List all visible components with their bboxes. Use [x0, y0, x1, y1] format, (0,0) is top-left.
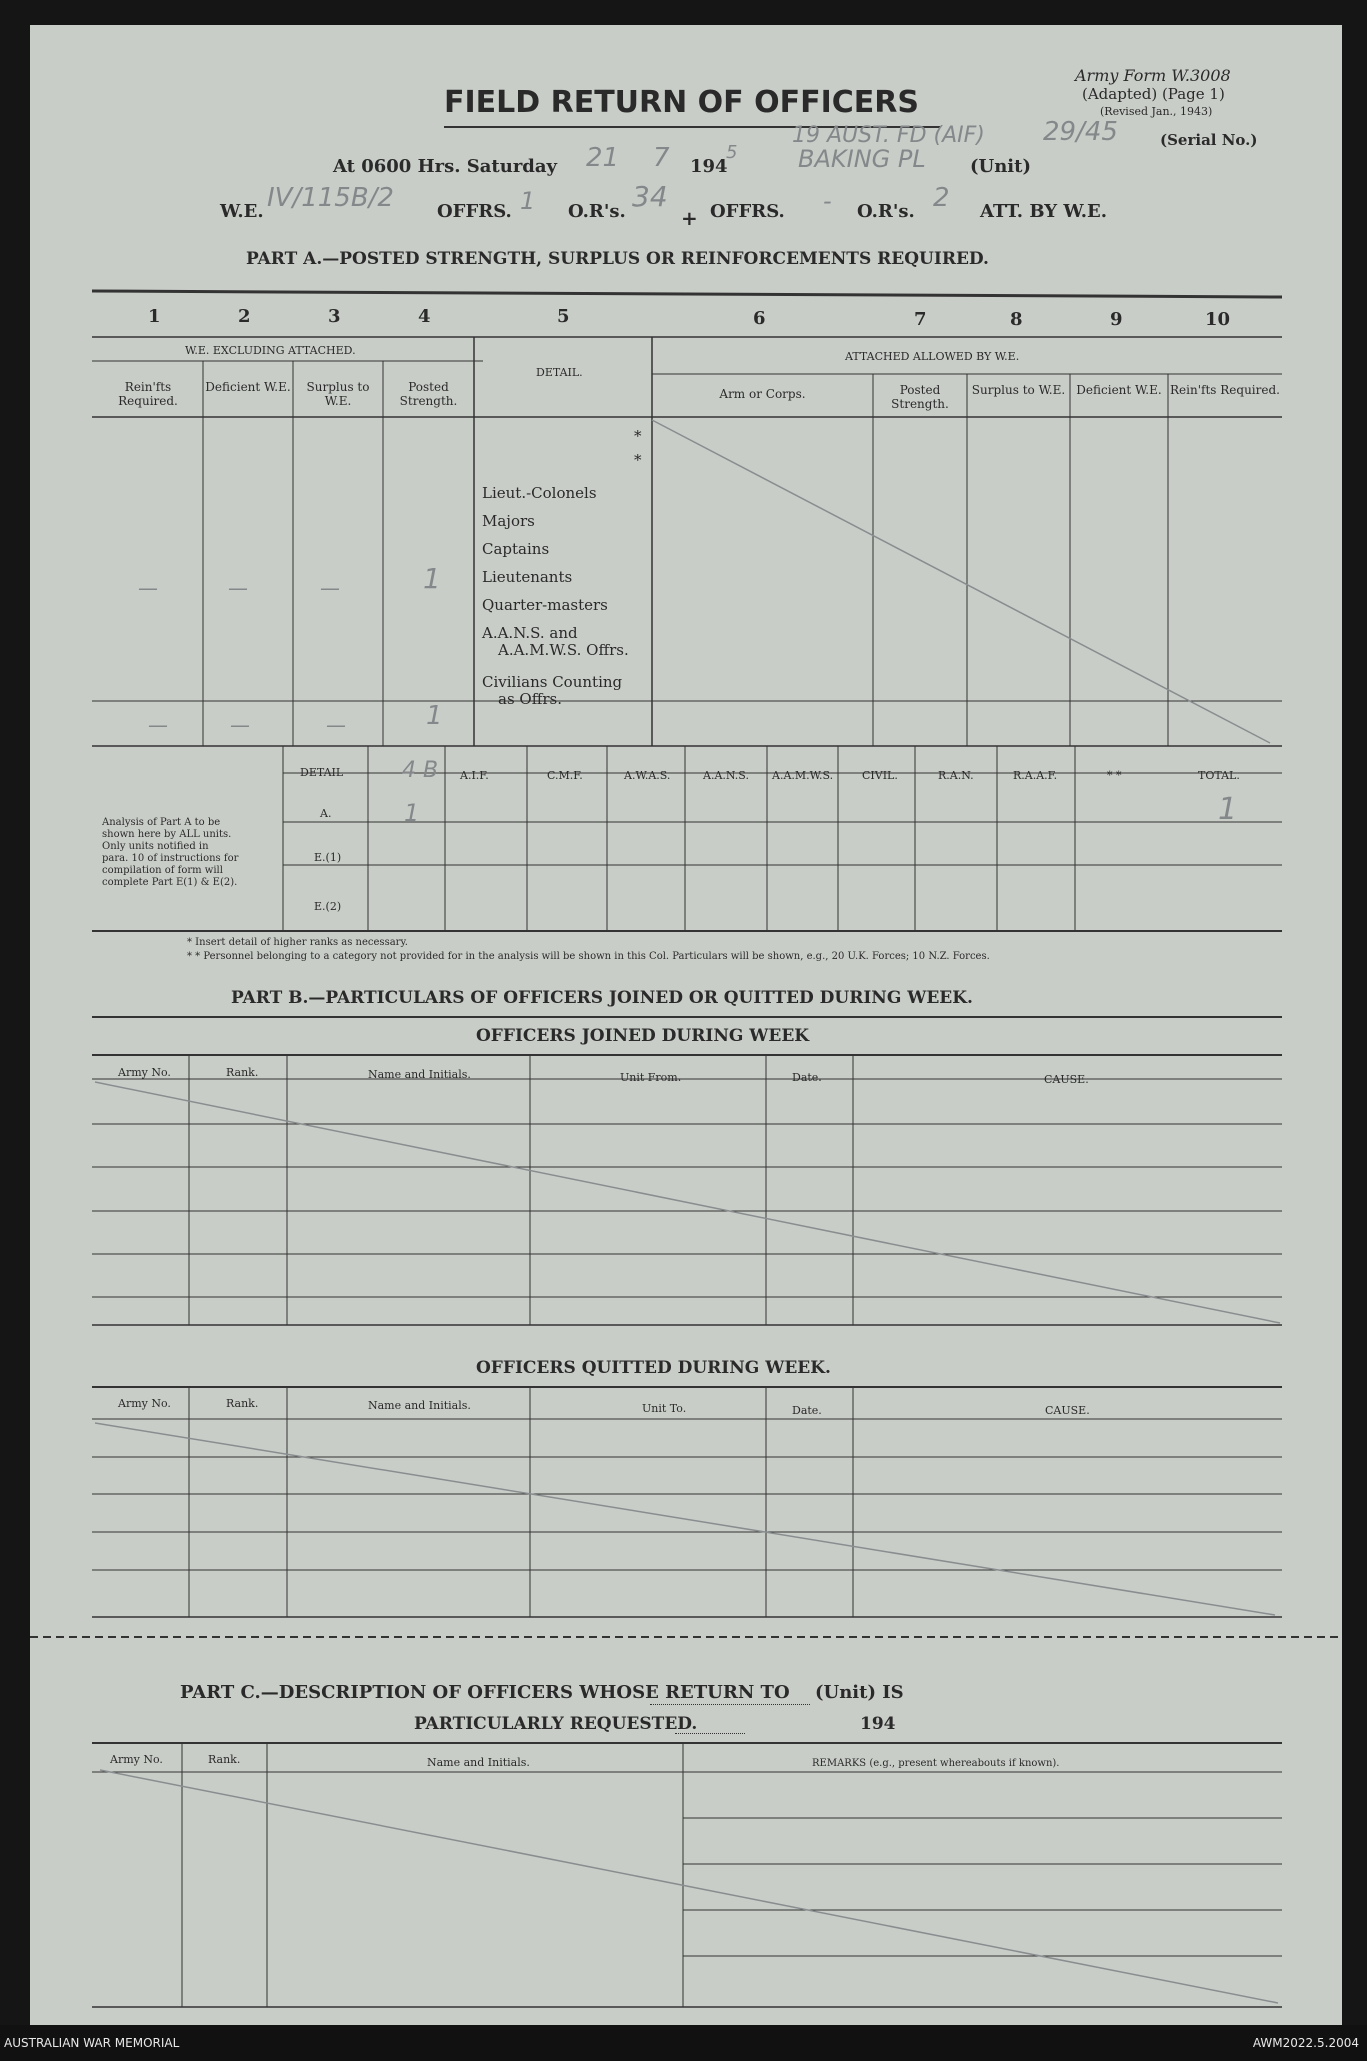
header-posted-strength-left: Posted Strength. [399, 380, 458, 409]
hw-dash-col3-row1: — [320, 576, 340, 600]
analysis-header-detail: DETAIL [300, 766, 344, 779]
header-surplus-right: Surplus to W.E. [971, 383, 1066, 397]
col-number-2: 2 [238, 306, 251, 327]
year-prefix: 194 [690, 156, 728, 177]
header-posted-strength-right: Posted Strength. [891, 383, 949, 412]
joined-header-rank: Rank. [226, 1066, 259, 1079]
footnote-1: * Insert detail of higher ranks as necessary. [187, 937, 408, 948]
col-number-7: 7 [914, 309, 927, 330]
part-b-title: PART B.—PARTICULARS OF OFFICERS JOINED OR QUITTED DURING WEEK. [231, 988, 973, 1008]
part-c-header-remarks: REMARKS (e.g., present whereabouts if known). [812, 1758, 1060, 1769]
rank-civilians: Civilians Counting [482, 673, 623, 691]
analysis-note-4: para. 10 of instructions for [102, 853, 239, 864]
footer-institution: AUSTRALIAN WAR MEMORIAL [4, 2036, 180, 2050]
analysis-header-raaf: R.A.A.F. [1013, 769, 1058, 782]
quitted-header-cause: CAUSE. [1045, 1404, 1090, 1417]
offrs-handwritten-1: 1 [520, 187, 536, 215]
plus-sign: + [681, 206, 698, 230]
quitted-header-unit-to: Unit To. [642, 1402, 687, 1415]
offrs-handwritten-2: - [823, 187, 832, 215]
rank-lieut-colonels: Lieut.-Colonels [482, 484, 597, 502]
rank-majors: Majors [482, 512, 535, 530]
hw-dash-col1-total: — [148, 713, 168, 737]
joined-header-name: Name and Initials. [368, 1068, 471, 1081]
analysis-note-2: shown here by ALL units. [102, 829, 232, 840]
serial-handwritten: 29/45 [1043, 117, 1118, 147]
joined-header-army-no: Army No. [118, 1066, 171, 1079]
ors-label-2: O.R's. [857, 201, 915, 222]
serial-label: (Serial No.) [1160, 131, 1258, 149]
ors-label-1: O.R's. [568, 201, 626, 222]
analysis-header-cmf: C.M.F. [547, 769, 583, 782]
hw-one-col4-total: 1 [426, 701, 443, 731]
part-c-title-line-1: PART C.—DESCRIPTION OF OFFICERS WHOSE RETURN TO [180, 1682, 790, 1703]
date-day-handwritten: 21 [586, 143, 620, 173]
quitted-table-title: OFFICERS QUITTED DURING WEEK. [476, 1358, 831, 1378]
analysis-header-aans: A.A.N.S. [703, 769, 749, 782]
ors-handwritten-1: 34 [632, 180, 668, 213]
analysis-hw-total: 1 [1218, 792, 1238, 827]
analysis-header-aamws: A.A.M.W.S. [772, 769, 834, 782]
analysis-note-1: Analysis of Part A to be [102, 817, 221, 828]
unit-label: (Unit) [970, 156, 1031, 177]
analysis-note-3: Only units notified in [102, 841, 209, 852]
joined-header-cause: CAUSE. [1044, 1073, 1089, 1086]
higher-rank-star-1: * [634, 427, 642, 445]
rank-quarter-masters: Quarter-masters [482, 596, 608, 614]
analysis-row-e1: E.(1) [314, 851, 342, 864]
header-surplus-left: Surplus to W.E. [306, 380, 370, 409]
analysis-note-5: compilation of form will [102, 865, 223, 876]
col-number-5: 5 [557, 306, 570, 327]
analysis-header-civil: CIVIL. [862, 769, 898, 782]
analysis-header-ran: R.A.N. [938, 769, 974, 782]
header-detail: DETAIL. [536, 366, 583, 379]
form-title: FIELD RETURN OF OFFICERS [444, 85, 919, 120]
hw-dash-col2-row1: — [228, 576, 248, 600]
rank-lieutenants: Lieutenants [482, 568, 573, 586]
offrs-label-1: OFFRS. [437, 201, 512, 222]
form-id-line-2: (Adapted) (Page 1) [1082, 85, 1225, 103]
offrs-label-2: OFFRS. [710, 201, 785, 222]
col-number-10: 10 [1205, 309, 1231, 330]
archive-footer-bar [0, 2025, 1367, 2061]
header-deficient-right: Deficient W.E. [1076, 383, 1162, 397]
analysis-header-other: * * [1107, 769, 1122, 782]
rank-civilians-as-offrs: as Offrs. [498, 690, 562, 708]
quitted-header-rank: Rank. [226, 1397, 259, 1410]
form-paper [30, 25, 1342, 2025]
at-hours-label: At 0600 Hrs. Saturday [333, 156, 558, 177]
header-deficient-left: Deficient W.E. [205, 380, 291, 394]
rank-aans: A.A.N.S. and [482, 624, 578, 642]
joined-table-title: OFFICERS JOINED DURING WEEK [476, 1026, 810, 1046]
analysis-hw-head: 4 B [402, 758, 439, 783]
joined-header-unit-from: Unit From. [620, 1071, 682, 1084]
col-number-3: 3 [328, 306, 341, 327]
header-reinfts-required-right: Rein'fts Required. [1170, 383, 1280, 397]
analysis-row-a: A. [320, 807, 332, 820]
col-number-1: 1 [148, 306, 161, 327]
date-month-handwritten: 7 [653, 143, 670, 173]
joined-header-date: Date. [792, 1071, 822, 1084]
quitted-header-name: Name and Initials. [368, 1399, 471, 1412]
unit-handwritten-1: 19 AUST. FD (AIF) [792, 123, 985, 148]
part-c-title-line-2: PARTICULARLY REQUESTED. [414, 1714, 698, 1734]
hw-dash-col2-total: — [230, 713, 250, 737]
header-reinfts-required-left: Rein'fts Required. [118, 380, 178, 409]
quitted-header-date: Date. [792, 1404, 822, 1417]
col-number-9: 9 [1110, 309, 1123, 330]
hw-dash-col3-total: — [326, 713, 346, 737]
analysis-header-total: TOTAL. [1198, 769, 1240, 782]
col-number-6: 6 [753, 308, 766, 329]
rank-captains: Captains [482, 540, 550, 558]
analysis-header-aif: A.I.F. [460, 769, 489, 782]
we-handwritten: IV/115B/2 [267, 183, 394, 213]
we-label: W.E. [220, 201, 264, 222]
hw-one-col4-row1: 1 [423, 562, 441, 595]
part-c-header-rank: Rank. [208, 1753, 241, 1766]
col-number-4: 4 [418, 306, 431, 327]
higher-rank-star-2: * [634, 451, 642, 469]
group-header-excluding-attached: W.E. EXCLUDING ATTACHED. [185, 344, 356, 357]
analysis-header-awas: A.W.A.S. [624, 769, 671, 782]
part-c-year-prefix: 194 [860, 1714, 896, 1734]
col-number-8: 8 [1010, 309, 1023, 330]
header-arm-or-corps: Arm or Corps. [719, 387, 806, 401]
ors-handwritten-2: 2 [933, 183, 950, 213]
analysis-note-6: complete Part E(1) & E(2). [102, 877, 238, 888]
quitted-header-army-no: Army No. [118, 1397, 171, 1410]
group-header-attached-allowed: ATTACHED ALLOWED BY W.E. [845, 350, 1020, 363]
analysis-hw-a: 1 [404, 799, 420, 827]
hw-dash-col1-row1: — [138, 576, 158, 600]
analysis-row-e2: E.(2) [314, 900, 342, 913]
part-a-title: PART A.—POSTED STRENGTH, SURPLUS OR REINFORCEMENTS REQUIRED. [246, 249, 989, 269]
part-c-header-name: Name and Initials. [427, 1756, 530, 1769]
year-handwritten: 5 [726, 142, 738, 163]
part-c-header-army-no: Army No. [110, 1753, 163, 1766]
form-id-line-1: Army Form W.3008 [1075, 66, 1231, 85]
att-by-we-label: ATT. BY W.E. [980, 201, 1108, 222]
form-id-line-3: (Revised Jan., 1943) [1100, 105, 1213, 118]
footer-catalogue-number: AWM2022.5.2004 [1252, 2036, 1359, 2050]
part-c-grid [30, 25, 1342, 2025]
unit-handwritten-2: BAKING PL [798, 145, 926, 173]
part-c-unit-is: (Unit) IS [815, 1682, 904, 1703]
footnote-2: * * Personnel belonging to a category not provided for in the analysis will be shown in this Col. Particulars will be shown, e.g., 20 U.K. Forces; 10 N.Z. Forces. [187, 951, 990, 962]
rank-aamws-offrs: A.A.M.W.S. Offrs. [498, 641, 629, 659]
